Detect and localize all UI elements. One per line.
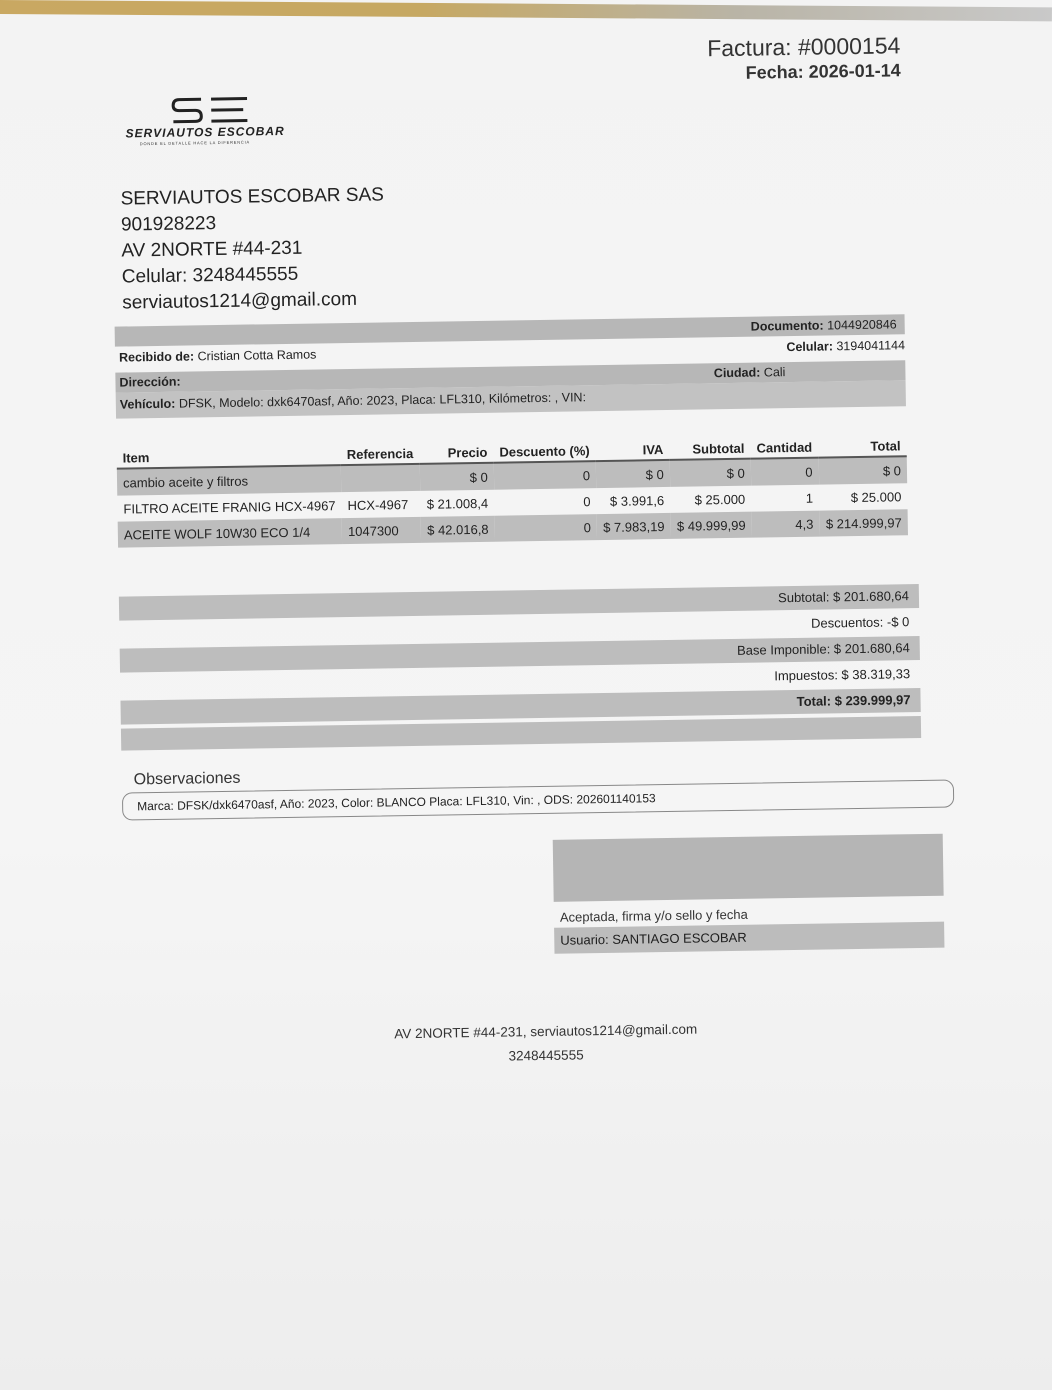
company-nit: 901928223 — [120, 213, 217, 236]
col-referencia: Referencia — [346, 445, 414, 463]
col-descuento: Descuento (%) — [499, 443, 590, 460]
signature-box — [553, 834, 944, 902]
company-email: serviautos1214@gmail.com — [122, 288, 358, 314]
col-total: Total — [870, 438, 901, 454]
logo-tagline: DONDE EL DETALLE HACE LA DIFERENCIA — [139, 139, 251, 147]
user-name: Usuario: SANTIAGO ESCOBAR — [560, 929, 747, 948]
customer-cell: Celular: 3194041144 — [786, 338, 906, 355]
invoice-number: Factura: #0000154 — [707, 32, 901, 62]
taxable-base-row: Base Imponible: $ 201.680,64 — [120, 636, 920, 673]
observations-box — [122, 780, 954, 821]
col-subtotal: Subtotal — [692, 440, 745, 457]
logo-mark — [171, 94, 251, 125]
total-row: Total: $ 239.999,97 — [120, 688, 920, 725]
table-row: cambio aceite y filtros $ 0 0 $ 0 $ 0 0 $ 0 — [117, 456, 907, 495]
totals-section — [119, 584, 919, 709]
invoice-date: Fecha: 2026-01-14 — [745, 60, 901, 83]
footer-phone: 3248445555 — [508, 1047, 584, 1064]
footer-address: AV 2NORTE #44-231, serviautos1214@gmail.com — [394, 1021, 698, 1042]
items-grid — [117, 436, 908, 547]
table-edge — [0, 0, 1052, 21]
invoice-sheet — [110, 23, 977, 1096]
customer-city: Ciudad: Cali — [713, 365, 786, 381]
table-row: FILTRO ACEITE FRANIG HCX-4967 HCX-4967 $ 21.008,4 0 $ 3.991,6 $ 25.000 1 $ 25.000 — [123, 488, 902, 517]
customer-address: Dirección: — [119, 374, 181, 390]
col-cantidad: Cantidad — [756, 439, 813, 456]
company-address: AV 2NORTE #44-231 — [121, 237, 303, 262]
discounts-row: Descuentos: -$ 0 — [810, 614, 910, 631]
user-bar — [554, 922, 944, 954]
company-logo — [125, 94, 306, 147]
logo-name: SERVIAUTOS ESCOBAR — [125, 123, 285, 141]
customer-vehicle: Vehículo: DFSK, Modelo: dxk6470asf, Año: 2023, Placa: LFL310, Kilómetros: , VIN: — [119, 390, 587, 412]
observations-text: Marca: DFSK/dxk6470asf, Año: 2023, Color: BLANCO Placa: LFL310, Vin: , ODS: 202601140153 — [137, 791, 656, 814]
customer-document: Documento: 1044920846 — [750, 317, 897, 334]
items-table — [117, 436, 908, 547]
col-item: Item — [122, 450, 150, 466]
col-precio: Precio — [447, 444, 488, 461]
footer — [376, 1017, 717, 1070]
col-iva: IVA — [642, 442, 664, 458]
company-name: SERVIAUTOS ESCOBAR SAS — [120, 184, 385, 210]
company-info — [120, 182, 385, 316]
signature-label: Aceptada, firma y/o sello y fecha — [559, 906, 748, 925]
customer-received: Recibido de: Cristian Cotta Ramos — [118, 347, 317, 365]
table-row: ACEITE WOLF 10W30 ECO 1/4 1047300 $ 42.016,8 0 $ 7.983,19 $ 49.999,99 4,3 $ 214.999,97 — [118, 509, 908, 547]
observations-title: Observaciones — [133, 769, 241, 789]
subtotal-row: Subtotal: $ 201.680,64 — [119, 584, 919, 621]
taxes-row: Impuestos: $ 38.319,33 — [774, 666, 911, 684]
company-phone: Celular: 3248445555 — [121, 263, 299, 288]
